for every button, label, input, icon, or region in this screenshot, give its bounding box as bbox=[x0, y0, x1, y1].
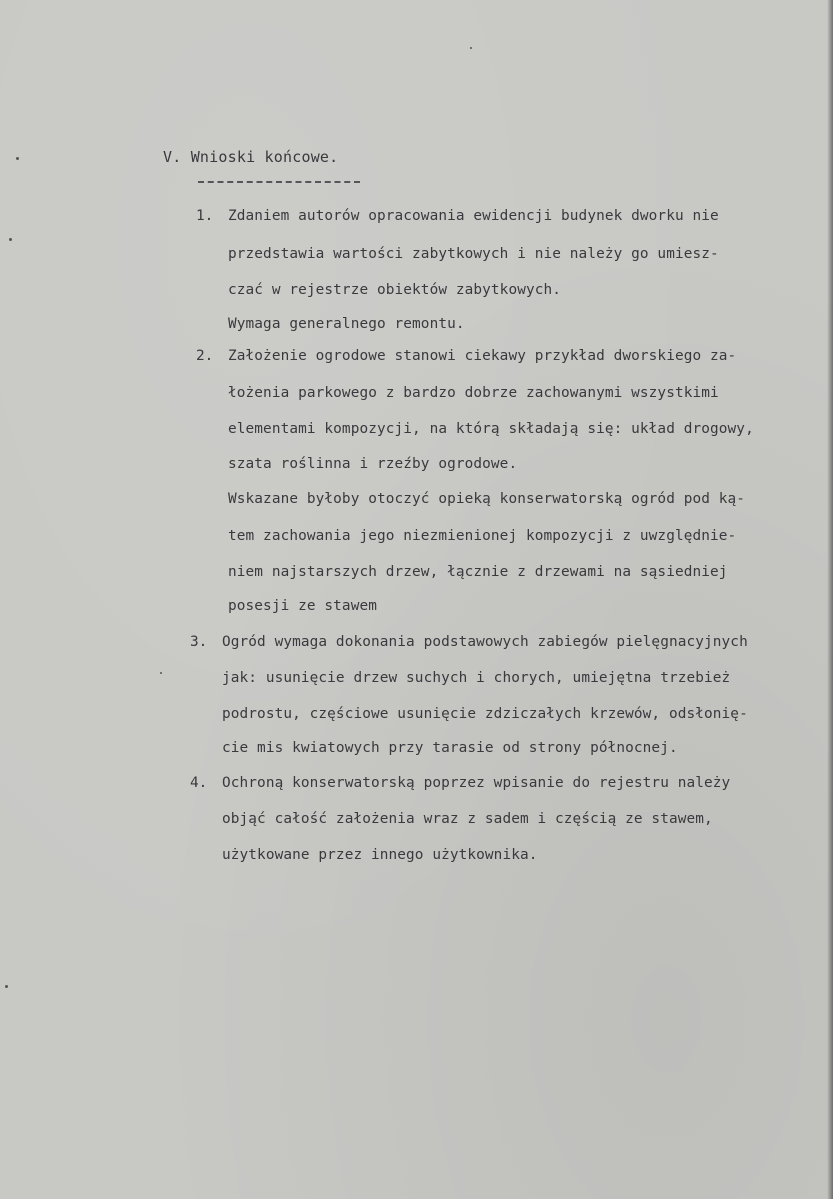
text-line: podrostu, częściowe usunięcie zdziczałych krzewów, odsłonię- bbox=[222, 706, 748, 722]
text-line: elementami kompozycji, na którą składają się: układ drogowy, bbox=[228, 421, 754, 437]
paper-speck bbox=[160, 672, 162, 674]
page-edge-shadow bbox=[827, 0, 833, 1199]
text-line: tem zachowania jego niezmienionej kompozycji z uwzględnie- bbox=[228, 528, 737, 544]
text-line: łożenia parkowego z bardzo dobrze zachowanymi wszystkimi bbox=[228, 385, 719, 401]
text-line: niem najstarszych drzew, łącznie z drzewami na sąsiedniej bbox=[228, 564, 728, 580]
text-line: szata roślinna i rzeźby ogrodowe. bbox=[228, 456, 518, 472]
text-line: Założenie ogrodowe stanowi ciekawy przykład dworskiego za- bbox=[228, 348, 737, 364]
text-line: objąć całość założenia wraz z sadem i częścią ze stawem, bbox=[222, 811, 713, 827]
paper-speck bbox=[470, 47, 472, 49]
paper-speck bbox=[9, 238, 12, 241]
text-line: jak: usunięcie drzew suchych i chorych, umiejętna trzebież bbox=[222, 670, 731, 686]
item-number: 1. bbox=[196, 208, 214, 224]
text-line: Wskazane byłoby otoczyć opieką konserwatorską ogród pod ką- bbox=[228, 491, 746, 507]
text-line: Wymaga generalnego remontu. bbox=[228, 316, 465, 332]
paper-speck bbox=[16, 157, 19, 160]
text-line: Ogród wymaga dokonania podstawowych zabiegów pielęgnacyjnych bbox=[222, 634, 748, 650]
item-number: 2. bbox=[196, 348, 214, 364]
text-line: posesji ze stawem bbox=[228, 598, 377, 614]
item-number: 3. bbox=[190, 634, 208, 650]
text-line: Zdaniem autorów opracowania ewidencji budynek dworku nie bbox=[228, 208, 719, 224]
text-line: cie mis kwiatowych przy tarasie od strony północnej. bbox=[222, 740, 678, 756]
text-line: użytkowane przez innego użytkownika. bbox=[222, 847, 538, 863]
heading-underline bbox=[198, 181, 360, 183]
text-line: przedstawia wartości zabytkowych i nie należy go umiesz- bbox=[228, 246, 719, 262]
paper-speck bbox=[5, 985, 8, 988]
text-line: czać w rejestrze obiektów zabytkowych. bbox=[228, 282, 562, 298]
text-line: Ochroną konserwatorską poprzez wpisanie do rejestru należy bbox=[222, 775, 731, 791]
section-heading: V. Wnioski końcowe. bbox=[163, 148, 339, 166]
item-number: 4. bbox=[190, 775, 208, 791]
